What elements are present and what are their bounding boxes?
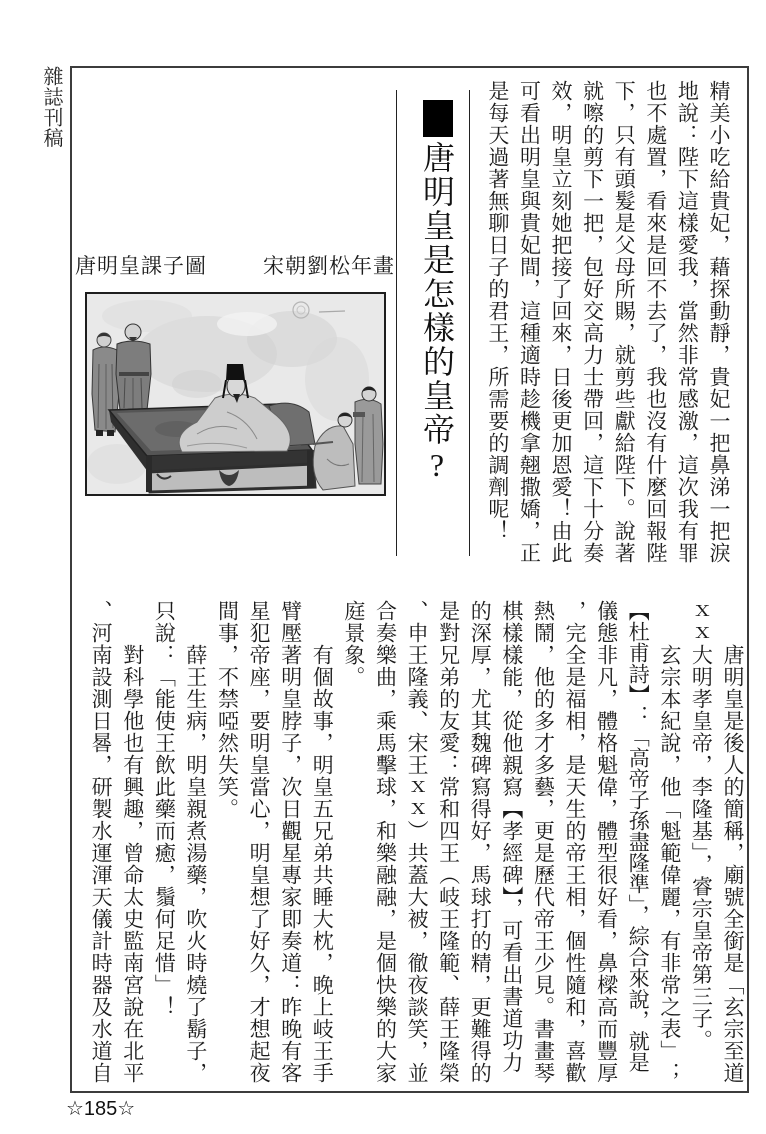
text-column: ｘｘ大明孝皇帝，李隆基」，睿宗皇帝第三子。 — [689, 600, 714, 1052]
text-column: 精美小吃給貴妃，藉探動靜，貴妃一把鼻涕一把淚 — [707, 80, 731, 564]
text-column: 庭景象。 — [341, 600, 366, 688]
text-column: 效，明皇立刻她把接了回來，日後更加恩愛！由此 — [549, 80, 574, 564]
text-column: 、河南設測日晷，研製水運渾天儀計時器及水道自 — [89, 600, 114, 1084]
text-column: 地說：陛下這樣愛我，當然非常感激，這次我有罪 — [675, 80, 700, 564]
bottom-text-block — [83, 600, 748, 1090]
text-column: 的深厚，尤其魏碑寫得好，馬球打的精，更難得的 — [468, 600, 493, 1084]
text-column: 熱鬧，他的多才多藝，更是歷代帝王少見。書畫琴 — [531, 600, 556, 1084]
text-column: 間事，不禁啞然失笑。 — [215, 600, 240, 820]
text-column: 【杜甫詩】：「高帝子孫盡隆準」，綜合來說，就是 — [626, 600, 651, 1073]
title-rule-right — [469, 90, 470, 556]
text-column: ，完全是福相，是天生的帝王相，個性隨和，喜歡 — [563, 600, 588, 1084]
side-label: 雜誌刊稿 — [40, 66, 62, 148]
black-square-icon — [423, 100, 453, 137]
text-column: 是每天過著無聊日子的君王，所需要的調劑呢！ — [485, 80, 510, 542]
text-column: 儀態非凡，體格魁偉，體型很好看，鼻樑高而豐厚 — [594, 600, 619, 1084]
page-number: ☆185☆ — [66, 1098, 136, 1120]
text-column: 對科學他也有興趣，曾命太史監南宮說在北平 — [120, 644, 145, 1084]
text-column: 可看出明皇與貴妃間，這種適時趁機拿翹撒嬌，正 — [517, 80, 542, 564]
text-column: 有個故事，明皇五兄弟共睡大枕，晚上岐王手 — [310, 644, 335, 1084]
section-title: 唐明皇是怎樣的皇帝? — [419, 141, 455, 485]
figure-caption-title: 唐明皇課子圖 — [75, 254, 207, 278]
text-column: 薛王生病，明皇親煮湯藥，吹火時燒了鬍子， — [183, 644, 208, 1084]
text-column: 星犯帝座，要明皇當心，明皇想了好久，才想起夜 — [247, 600, 272, 1084]
figure-caption-credit: 宋朝劉松年畫 — [263, 254, 395, 278]
text-column: 下，只有頭髮是父母所賜，就剪些獻給陛下。說著 — [612, 80, 637, 564]
text-column: 只說：「能使王飲此藥而癒，鬚何足惜」！ — [152, 600, 177, 1018]
painting-illustration — [87, 294, 384, 494]
title-rule-left — [396, 90, 397, 556]
text-column: 棋樣樣能，從他親寫【孝經碑】，可看出書道功力 — [499, 600, 524, 1074]
text-column: 是對兄弟的友愛：常和四王（岐王隆範、薛王隆榮 — [436, 600, 461, 1084]
text-column: 臂壓著明皇脖子，次日觀星專家即奏道：昨晚有客 — [278, 600, 303, 1084]
text-column: 合奏樂曲，乘馬擊球，和樂融融，是個快樂的大家 — [373, 600, 398, 1084]
text-column: 唐明皇是後人的簡稱，廟號全銜是「玄宗至道 — [721, 644, 745, 1084]
top-text-block — [481, 80, 734, 580]
text-column: 也不處置，看來是回不去了，我也沒有什麼回報陛 — [643, 80, 668, 564]
text-column: 玄宗本紀說，他「魁範偉麗，有非常之表」； — [657, 644, 682, 1084]
text-column: 就嚓的剪下一把，包好交高力士帶回，這下十分奏 — [580, 80, 605, 564]
painting-image — [85, 292, 386, 496]
text-column: 、申王隆義、宋王ｘｘ）共蓋大被，徹夜談笑，並 — [405, 600, 430, 1084]
